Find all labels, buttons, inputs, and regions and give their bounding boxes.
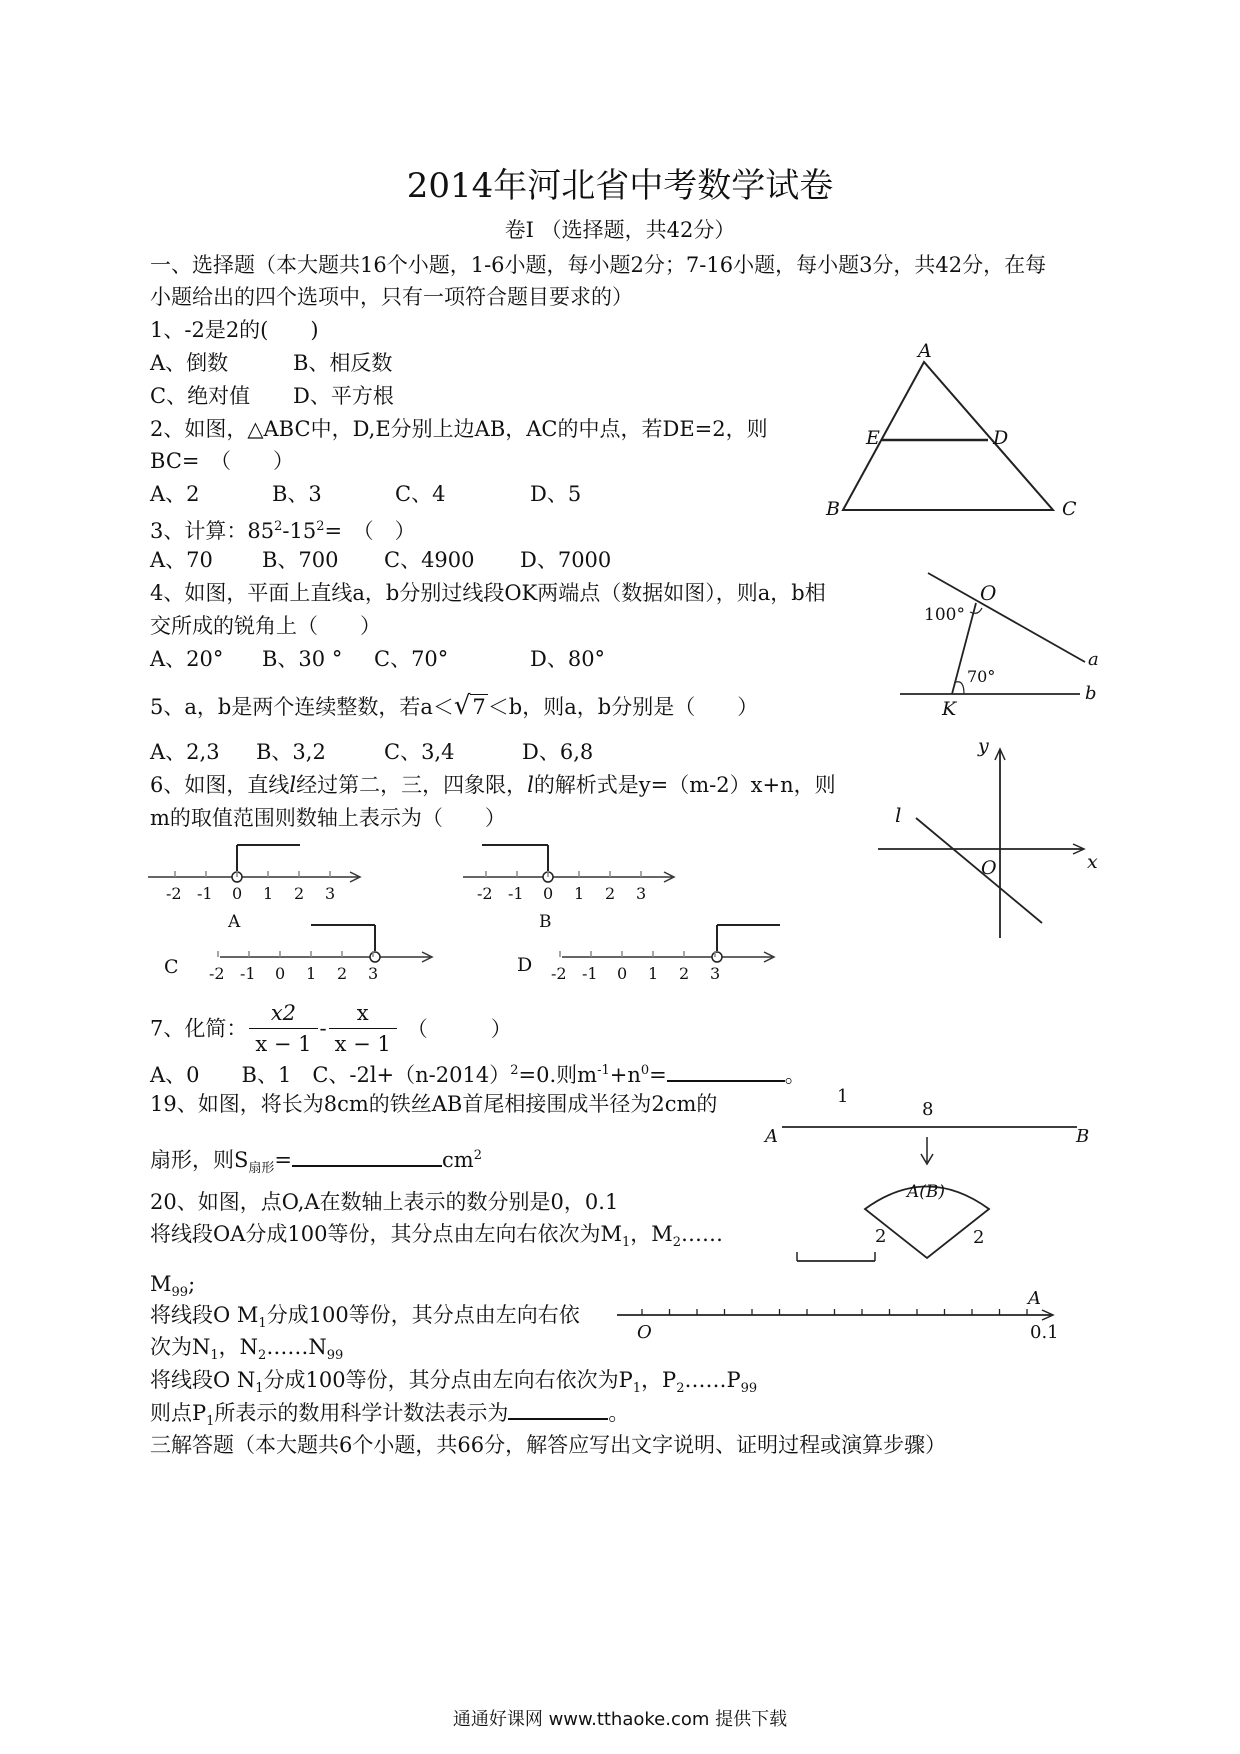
line-b-label: b [1085, 683, 1097, 704]
q4-stem2: 交所成的锐角上（ ） [150, 614, 381, 638]
numberline-b-tick-label: 1 [574, 884, 585, 903]
q20-line4: 将线段O $M_1$分成100等份，其分点由左向右依 [150, 1303, 580, 1332]
angle-100-label: 100° [924, 605, 965, 625]
numberline-b-tick-label: 3 [636, 884, 647, 903]
x-axis-label: x [1087, 851, 1098, 873]
page-subtitle: 卷I （选择题，共42分） [504, 218, 736, 242]
q20-line3: $M_{99}$; [150, 1272, 196, 1301]
numberline-c-tick-label: -2 [209, 964, 225, 983]
wire-sector-figure [765, 1082, 1095, 1292]
numberline-a-tick-label: -1 [197, 884, 213, 903]
q2-stem2: BC= （ ） [150, 449, 294, 473]
q1-option-b: B、相反数 [293, 351, 393, 375]
numberline-d-tick-label: -2 [551, 964, 567, 983]
coordinate-axes-figure [868, 735, 1098, 940]
page-title: 2014年河北省中考数学试卷 [406, 166, 834, 206]
numberline-c [220, 925, 432, 962]
section1-line2: 小题给出的四个选项中，只有一项符合题目要求的） [150, 285, 633, 309]
angle-70-label: 70° [967, 667, 996, 686]
point-d-label: D [993, 427, 1009, 449]
q4-option-d: D、80° [530, 647, 606, 671]
numberline-d-tick-label: 2 [679, 964, 690, 983]
length-8-label: 8 [922, 1099, 934, 1120]
q5-option-b: B、3,2 [256, 740, 326, 764]
q3-stem: 3、计算：$85^2-15^2=$ （ ） [150, 519, 416, 543]
line-a-label: a [1088, 649, 1099, 670]
q1-option-d: D、平方根 [293, 384, 394, 408]
q5-option-c: C、3,4 [384, 740, 455, 764]
radius-left-label: 2 [875, 1226, 887, 1247]
q4-option-c: C、70° [374, 647, 449, 671]
numberline-b-tick-label: -1 [508, 884, 524, 903]
numberline-d-tick-label: 0 [617, 964, 628, 983]
oa-axis-ticks [642, 1309, 1027, 1315]
q2-stem: 2、如图，△ABC中，D,E分别上边AB，AC的中点，若DE=2，则 [150, 417, 768, 441]
q20-line7: 则点$P_1$所表示的数用科学计数法表示为 。 [150, 1398, 629, 1436]
q4-option-b: B、30 ° [262, 647, 343, 671]
value-0-1-label: 0.1 [1030, 1322, 1059, 1343]
length-1-label: 1 [837, 1086, 849, 1107]
q2-option-c: C、4 [395, 482, 446, 506]
fraction-1: $\frac{x2}{x - 1}$ [249, 998, 317, 1059]
wire-a-label: A [765, 1126, 778, 1147]
radius-right-label: 2 [973, 1227, 985, 1248]
q19-line1: 19、如图，将长为8cm的铁丝AB首尾相接围成半径为2cm的 [150, 1092, 718, 1116]
q5-option-d: D、6,8 [522, 740, 594, 764]
q5-stem: 5、a，b是两个连续整数，若a＜√7＜b，则a，b分别是（ ） [150, 691, 759, 721]
line-l-label: l [895, 803, 902, 827]
q5-option-a: A、2,3 [150, 740, 220, 764]
point-a-axis-label: A [1028, 1288, 1041, 1309]
answer-blank-18[interactable] [667, 1060, 785, 1082]
q6-stem: 6、如图，直线l经过第二，三，四象限，l的解析式是y=（m-2）x+n，则 [150, 773, 836, 797]
q2-option-b: B、3 [272, 482, 322, 506]
q7-options-line: A、0 B、1 C、$-2l+(n-2014)^2=0$.则$m^{-1}+n^0=$ 。 [150, 1057, 806, 1089]
numberline-d-tick-label: -1 [582, 964, 598, 983]
numberline-d-tick-label: 1 [648, 964, 659, 983]
numberline-b [463, 845, 674, 882]
wire-b-label: B [1076, 1126, 1090, 1147]
numberline-a-tick-label: 1 [263, 884, 274, 903]
numberline-a-tick-label: 2 [294, 884, 305, 903]
sector-ab-label: A(B) [907, 1182, 946, 1202]
triangle-figure [826, 340, 1090, 520]
q20-line5: 次为$N_1$，$N_2\dots\dots N_{99}$ [150, 1335, 344, 1364]
q1-stem: 1、-2是2的( ) [150, 318, 319, 342]
point-e-label: E [866, 427, 880, 449]
numberline-d-tick-label: 3 [710, 964, 721, 983]
q19-line2: 扇形，则$S_{扇形}= cm^2$ [150, 1142, 482, 1183]
number-axis-oa-figure [612, 1290, 1062, 1350]
numberline-c-tick-label: 1 [306, 964, 317, 983]
numberline-a-tick-label: -2 [166, 884, 182, 903]
y-axis-label: y [978, 735, 989, 757]
numberline-d [562, 925, 780, 962]
answer-blank-19[interactable] [292, 1145, 442, 1167]
fraction-2: $\frac{x}{x - 1}$ [329, 998, 397, 1059]
q1-option-c: C、绝对值 [150, 384, 251, 408]
q3-option-a: A、70 [150, 548, 213, 572]
vertex-a-label: A [918, 340, 932, 362]
q2-option-a: A、2 [150, 482, 200, 506]
numberline-b-tick-label: 2 [605, 884, 616, 903]
numberline-c-label: C [164, 956, 179, 978]
footer-credit: 通通好课网 www.tthaoke.com 提供下载 [452, 1709, 788, 1730]
numberline-a [148, 845, 360, 882]
q7-stem: 7、化简： $\frac{x2}{x - 1}$ - $\frac{x}{x - 1}$ （ ） [150, 998, 512, 1059]
numberline-c-tick-label: 0 [275, 964, 286, 983]
numberline-a-tick-label: 0 [232, 884, 243, 903]
numberline-d-label: D [517, 954, 533, 976]
q20-line6: 将线段O $N_1$分成100等份，其分点由左向右依次为$P_1$，$P_2\dots\dots P_{99}$ [150, 1368, 758, 1397]
q20-line2: 将线段OA分成100等份，其分点由左向右依次为$M_1$，$M_2\dots\dots$ [150, 1222, 724, 1251]
vertex-b-label: B [826, 498, 840, 520]
numberline-c-tick-label: 3 [368, 964, 379, 983]
point-o-axis-label: O [637, 1322, 652, 1343]
numberline-c-tick-label: -1 [240, 964, 256, 983]
numberline-a-tick-label: 3 [325, 884, 336, 903]
numberline-b-label: B [539, 912, 552, 932]
q2-option-d: D、5 [530, 482, 582, 506]
q1-option-a: A、倒数 [150, 351, 229, 375]
numberline-b-tick-label: 0 [543, 884, 554, 903]
q20-line1: 20、如图，点O,A在数轴上表示的数分别是0，0.1 [150, 1190, 619, 1214]
point-k-label: K [942, 698, 957, 720]
q4-option-a: A、20° [150, 647, 224, 671]
section1-line1: 一、选择题（本大题共16个小题，1-6小题，每小题2分；7-16小题，每小题3分，共42分，在每 [150, 253, 1047, 277]
q4-stem: 4、如图，平面上直线a，b分别过线段OK两端点（数据如图），则a，b相 [150, 581, 826, 605]
numberline-a-label: A [228, 912, 241, 932]
numberline-b-tick-label: -2 [477, 884, 493, 903]
q3-option-b: B、700 [262, 548, 339, 572]
q3-option-d: D、7000 [520, 548, 612, 572]
numberline-ticks [166, 871, 720, 983]
point-o-label: O [980, 581, 997, 605]
q3-option-c: C、4900 [384, 548, 475, 572]
intersecting-lines-figure [890, 570, 1130, 720]
numberline-c-tick-label: 2 [337, 964, 348, 983]
sqrt-symbol: √ [453, 691, 471, 721]
origin-label: O [981, 857, 997, 879]
answer-blank-20[interactable] [508, 1398, 608, 1420]
q6-stem2: m的取值范围则数轴上表示为（ ） [150, 806, 506, 830]
vertex-c-label: C [1062, 498, 1077, 520]
section3-heading: 三解答题（本大题共6个小题，共66分，解答应写出文字说明、证明过程或演算步骤） [150, 1433, 947, 1457]
